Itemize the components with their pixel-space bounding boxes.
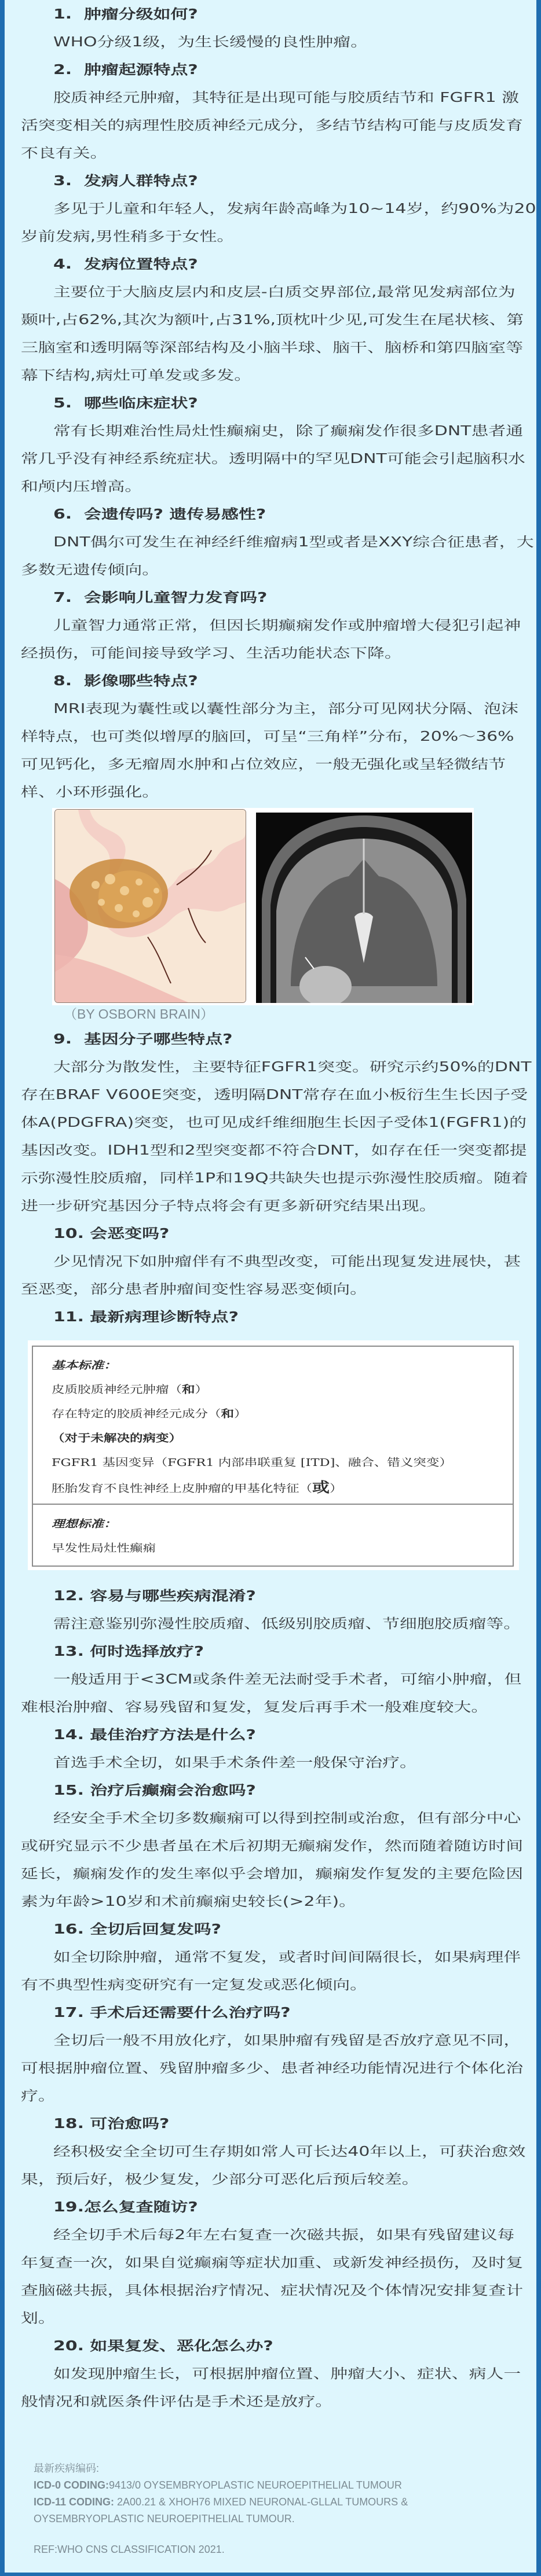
- answer-text: 如全切除肿瘤，通常不复发，或者时间间隔很长，如果病理伴: [53, 1950, 521, 1965]
- faq-section: [0, 1303, 541, 1570]
- faq-section: [0, 1777, 541, 1916]
- question-heading: [0, 1999, 541, 2027]
- question-text: 14. 最佳治疗方法是什么?: [53, 1728, 256, 1743]
- desirable-title: 理想标准：: [52, 1518, 117, 1530]
- answer-line: [0, 1693, 541, 1721]
- answer-line: [0, 2055, 541, 2082]
- question-heading: [0, 1721, 541, 1749]
- answer-text: 不良有关。: [21, 146, 108, 161]
- answer-text: 首选手术全切，如果手术条件差一般保守治疗。: [53, 1755, 417, 1770]
- answer-line: [0, 84, 541, 112]
- criteria-tail: ）: [195, 1384, 208, 1396]
- answer-text: 儿童智力通常正常，但因长期癫痫发作或肿瘤增大侵犯引起神: [53, 618, 521, 633]
- faq-section: [0, 1582, 541, 1638]
- answer-line: [0, 2221, 541, 2249]
- answer-line: [0, 195, 541, 223]
- icd0-label: ICD-0 CODING:: [34, 2479, 109, 2491]
- figure-images: [0, 809, 541, 1003]
- answer-line: [0, 28, 541, 56]
- answer-text: 少见情况下如肿瘤伴有不典型改变，可能出现复发进展快，甚: [53, 1254, 521, 1269]
- icd11-coding: [34, 2494, 541, 2511]
- answer-line: [0, 2082, 541, 2110]
- answer-line: [0, 1971, 541, 1999]
- question-text: 3. 发病人群特点?: [53, 174, 198, 189]
- faq-section: [0, 389, 541, 501]
- answer-text: 幕下结构,病灶可单发或多发。: [21, 368, 252, 383]
- criteria-main: 存在特定的胶质神经元成分（: [52, 1408, 221, 1420]
- answer-line: [0, 1832, 541, 1860]
- answer-line: [0, 473, 541, 501]
- answer-text: 三脑室和透明隔等深部结构及小脑半球、脑干、脑桥和第四脑室等: [21, 340, 524, 355]
- answer-line: [0, 1137, 541, 1164]
- criteria-row: [52, 1378, 513, 1402]
- faq-content: [0, 1, 541, 2558]
- criteria-conjunction: 或: [312, 1479, 330, 1495]
- answer-text: DNT偶尔可发生在神经纤维瘤病1型或者是XXY综合征患者，大: [53, 535, 534, 550]
- question-heading: [0, 1916, 541, 1943]
- answer-text: 示弥漫性胶质瘤，同样1P和19Q共缺失也提示弥漫性胶质瘤。随着: [21, 1171, 529, 1186]
- answer-line: [0, 1943, 541, 1971]
- answer-line: [0, 723, 541, 751]
- answer-text: 年复查一次，如果自觉癫痫等症状加重、或新发神经损伤，及时复: [21, 2255, 524, 2270]
- answer-text: 经损伤，可能间接导致学习、生活功能状态下降。: [21, 646, 402, 661]
- answer-text: 全切后一般不用放化疗，如果肿瘤有残留是否放疗意见不同，: [53, 2033, 521, 2048]
- criteria-text: [52, 1427, 182, 1451]
- essential-title: 基本标准：: [52, 1359, 117, 1372]
- faq-section: [0, 1, 541, 56]
- answer-line: [0, 640, 541, 667]
- answer-text: 大部分为散发性，主要特征FGFR1突变。研究示约50%的DNT: [53, 1060, 532, 1075]
- answer-text: 经全切手术后每2年左右复查一次磁共振，如果有残留建议每: [53, 2228, 515, 2243]
- figure-caption: （BY OSBORN BRAIN）: [64, 1006, 214, 1021]
- answer-text: 或研究显示不少患者虽在术后初期无癫痫发作，然而随着随访时间: [21, 1839, 524, 1854]
- answer-text: 划。: [21, 2311, 56, 2326]
- question-text: 2. 肿瘤起源特点?: [53, 63, 198, 78]
- question-text: 11. 最新病理诊断特点?: [53, 1310, 239, 1325]
- criteria-main: 胚胎发育不良性神经上皮肿瘤的甲基化特征（: [52, 1483, 312, 1495]
- answer-text: 主要位于大脑皮层内和皮层-白质交界部位,最常见发病部位为: [53, 285, 516, 300]
- answer-text: 样特点，也可类似增厚的脑回，可呈“三角样”分布，20%～36%: [21, 729, 514, 744]
- answer-text: 和颅内压增高。: [21, 479, 142, 494]
- answer-text: 般情况和就医条件评估是手术还是放疗。: [21, 2394, 333, 2409]
- answer-line: [0, 2166, 541, 2193]
- question-heading: [0, 584, 541, 612]
- faq-section: [0, 167, 541, 251]
- criteria-row: [52, 1402, 513, 1427]
- answer-line: [0, 334, 541, 362]
- answer-text: 样、小环形强化。: [21, 785, 160, 800]
- question-heading: [0, 1, 541, 28]
- answer-line: [0, 1749, 541, 1777]
- answer-line: [0, 556, 541, 584]
- faq-section: [0, 1220, 541, 1303]
- criteria-tail: ）: [330, 1483, 343, 1495]
- criteria-box: [32, 1346, 514, 1567]
- icd0-coding: [34, 2477, 541, 2494]
- question-heading: [0, 667, 541, 695]
- criteria-conjunction: （对于未解决的病变）: [52, 1432, 182, 1445]
- diagnostic-criteria-table: [28, 1340, 519, 1570]
- article-page: [5, 0, 536, 2573]
- answer-text: 多见于儿童和年轻人，发病年龄高峰为10~14岁，约90%为20: [53, 201, 536, 216]
- criteria-row: [52, 1427, 513, 1451]
- answer-line: [0, 278, 541, 306]
- codes-label: 最新疾病编码:: [34, 2463, 100, 2474]
- criteria-main: 皮质胶质神经元肿瘤（: [52, 1384, 182, 1396]
- answer-text: 颞叶,占62%,其次为额叶,占31%,顶枕叶少见,可发生在尾状核、第: [21, 313, 524, 328]
- answer-text: 存在BRAF V600E突变，透明隔DNT常存在血小板衍生生长因子受: [21, 1087, 528, 1103]
- answer-line: [0, 695, 541, 723]
- answer-text: WHO分级1级，为生长缓慢的良性肿瘤。: [53, 35, 368, 50]
- faq-section: [0, 2193, 541, 2332]
- question-text: 16. 全切后回复发吗?: [53, 1922, 222, 1937]
- faq-section: [0, 2110, 541, 2193]
- answer-text: 延长，癫痫发作的发生率似乎会增加，癫痫发作复发的主要危险因: [21, 1866, 524, 1882]
- question-text: 10. 会恶变吗?: [53, 1226, 170, 1241]
- answer-line: [0, 528, 541, 556]
- answer-line: [0, 1248, 541, 1276]
- question-text: 1. 肿瘤分级如何?: [53, 7, 198, 22]
- criteria-row: [52, 1475, 513, 1500]
- footer-codes: [0, 2460, 541, 2558]
- answer-text: 素为年龄>10岁和术前癫痫史较长(>2年)。: [21, 1894, 357, 1909]
- answer-line: [0, 2305, 541, 2332]
- question-text: 19.怎么复查随访?: [53, 2200, 198, 2215]
- answer-text: 多数无遗传倾向。: [21, 563, 160, 578]
- essential-title-row: [52, 1354, 513, 1378]
- faq-section: [0, 56, 541, 167]
- criteria-row: [52, 1451, 513, 1475]
- question-heading: [0, 2332, 541, 2360]
- question-heading: [0, 1638, 541, 1666]
- answer-text: 常几乎没有神经系统症状。透明隔中的罕见DNT可能会引起脑积水: [21, 451, 525, 466]
- criteria-row: [52, 1537, 513, 1561]
- faq-section: [0, 1026, 541, 1220]
- criteria-main: FGFR1 基因变异（FGFR1 内部串联重复 [ITD]、融合、错义突变）: [52, 1457, 452, 1469]
- icd11-label: ICD-11 CODING:: [34, 2496, 115, 2508]
- question-text: 15. 治疗后癫痫会治愈吗?: [53, 1783, 256, 1798]
- answer-line: [0, 1276, 541, 1303]
- answer-line: [0, 1164, 541, 1192]
- criteria-text: [52, 1475, 343, 1501]
- icd0-value: 9413/0 OYSEMBRYOPLASTIC NEUROEPITHELIAL TUMOUR: [109, 2479, 402, 2491]
- criteria-text: [52, 1402, 247, 1427]
- faq-section: [0, 501, 541, 584]
- question-text: 8. 影像哪些特点?: [53, 674, 198, 689]
- answer-line: [0, 2249, 541, 2277]
- faq-section: [0, 1721, 541, 1777]
- criteria-conjunction: 和: [182, 1384, 195, 1396]
- answer-line: [0, 1666, 541, 1693]
- criteria-text: [52, 1451, 452, 1475]
- answer-line: [0, 1081, 541, 1109]
- answer-line: [0, 1192, 541, 1220]
- question-text: 17. 手术后还需要什么治疗吗?: [53, 2005, 291, 2020]
- question-heading: [0, 1582, 541, 1610]
- question-heading: [0, 501, 541, 528]
- answer-line: [0, 139, 541, 167]
- desirable-criteria: [33, 1504, 513, 1566]
- answer-text: 岁前发病,男性稍多于女性。: [21, 229, 235, 244]
- icd11-value-cont: OYSEMBRYOPLASTIC NEUROEPITHELIAL TUMOUR.: [34, 2513, 295, 2524]
- criteria-conjunction: 和: [221, 1408, 234, 1420]
- question-heading: [0, 167, 541, 195]
- reference: REF:WHO CNS CLASSIFICATION 2021.: [34, 2544, 225, 2555]
- answer-text: 如发现肿瘤生长，可根据肿瘤位置、肿瘤大小、症状、病人一: [53, 2366, 521, 2382]
- answer-line: [0, 445, 541, 473]
- answer-text: 经安全手术全切多数癫痫可以得到控制或治愈，但有部分中心: [53, 1811, 521, 1826]
- answer-line: [0, 306, 541, 334]
- answer-text: 难根治肿瘤、容易残留和复发，复发后再手术一般难度较大。: [21, 1700, 489, 1715]
- answer-line: [0, 2027, 541, 2055]
- answer-line: [0, 223, 541, 251]
- question-text: 12. 容易与哪些疾病混淆?: [53, 1589, 256, 1604]
- question-heading: [0, 2110, 541, 2138]
- answer-text: 查脑磁共振，具体根据治疗情况、症状情况及个体情况安排复查计: [21, 2283, 524, 2298]
- answer-line: [0, 112, 541, 139]
- criteria-tail: ）: [234, 1408, 247, 1420]
- answer-text: 基因改变。IDH1型和2型突变都不符合DNT，如存在任一突变都提: [21, 1143, 527, 1158]
- mri-image: [256, 813, 472, 1003]
- essential-criteria: [33, 1347, 513, 1504]
- answer-text: 经积极安全全切可生存期如常人可长达40年以上，可获治愈效: [53, 2144, 526, 2159]
- answer-line: [0, 612, 541, 640]
- question-text: 18. 可治愈吗?: [53, 2116, 170, 2132]
- question-text: 4. 发病位置特点?: [53, 257, 198, 272]
- question-text: 9. 基因分子哪些特点?: [53, 1032, 233, 1047]
- question-heading: [0, 1303, 541, 1331]
- question-heading: [0, 251, 541, 278]
- faq-section: [0, 1999, 541, 2110]
- question-heading: [0, 389, 541, 417]
- question-heading: [0, 2193, 541, 2221]
- answer-text: 至恶变，部分患者肿瘤间变性容易恶变倾向。: [21, 1282, 367, 1297]
- answer-line: [0, 778, 541, 806]
- faq-section: [0, 667, 541, 1026]
- answer-line: [0, 1860, 541, 1888]
- answer-text: 需注意鉴别弥漫性胶质瘤、低级别胶质瘤、节细胞胶质瘤等。: [53, 1616, 521, 1631]
- criteria-text: [52, 1378, 208, 1402]
- answer-text: 可见钙化，多无瘤周水肿和占位效应，一般无强化或呈轻微结节: [21, 757, 506, 772]
- answer-text: 疗。: [21, 2089, 56, 2104]
- question-heading: [0, 1220, 541, 1248]
- answer-line: [0, 1805, 541, 1832]
- question-text: 13. 何时选择放疗?: [53, 1644, 204, 1659]
- answer-line: [0, 2277, 541, 2305]
- question-text: 6. 会遗传吗? 遗传易感性?: [53, 507, 266, 522]
- answer-line: [0, 2360, 541, 2388]
- faq-section: [0, 584, 541, 667]
- answer-line: [0, 1888, 541, 1916]
- desirable-title-row: [52, 1512, 513, 1537]
- answer-text: 一般适用于<3CM或条件差无法耐受手术者，可缩小肿瘤，但: [53, 1672, 522, 1687]
- question-heading: [0, 1026, 541, 1053]
- answer-line: [0, 1610, 541, 1638]
- question-text: 20. 如果复发、恶化怎么办?: [53, 2339, 273, 2354]
- faq-section: [0, 1916, 541, 1999]
- answer-text: 常有长期难治性局灶性癫痫史，除了癫痫发作很多DNT患者通: [53, 424, 524, 439]
- icd11-value: 2A00.21 & XHOH76 MIXED NEURONAL-GLLAL TUMOURS &: [114, 2496, 408, 2508]
- answer-text: MRI表现为囊性或以囊性部分为主，部分可见网状分隔、泡沫: [53, 701, 518, 716]
- criteria-text: 早发性局灶性癫痫: [52, 1542, 156, 1555]
- answer-line: [0, 1053, 541, 1081]
- answer-line: [0, 1109, 541, 1137]
- faq-section: [0, 251, 541, 389]
- answer-line: [0, 2138, 541, 2166]
- illustration-image: [54, 809, 246, 1003]
- answer-line: [0, 2388, 541, 2416]
- answer-text: 活突变相关的病理性胶质神经元成分，多结节结构可能与皮质发育: [21, 118, 524, 133]
- answer-line: [0, 751, 541, 778]
- answer-text: 进一步研究基因分子特点将会有更多新研究结果出现。: [21, 1199, 437, 1214]
- faq-section: [0, 1638, 541, 1721]
- answer-text: 胶质神经元肿瘤，其特征是出现可能与胶质结节和 FGFR1 激: [53, 90, 520, 105]
- answer-line: [0, 362, 541, 389]
- question-text: 5. 哪些临床症状?: [53, 396, 198, 411]
- faq-section: [0, 2332, 541, 2416]
- answer-text: 有不典型性病变研究有一定复发或恶化倾向。: [21, 1978, 367, 1993]
- answer-text: 可根据肿瘤位置、残留肿瘤多少、患者神经功能情况进行个体化治: [21, 2061, 524, 2076]
- answer-line: [0, 417, 541, 445]
- question-heading: [0, 1777, 541, 1805]
- answer-text: 体A(PDGFRA)突变，也可见成纤维细胞生长因子受体1(FGFR1)的: [21, 1115, 527, 1130]
- question-text: 7. 会影响儿童智力发育吗?: [53, 590, 268, 605]
- answer-text: 果，预后好，极少复发，少部分可恶化后预后较差。: [21, 2172, 419, 2187]
- question-heading: [0, 56, 541, 84]
